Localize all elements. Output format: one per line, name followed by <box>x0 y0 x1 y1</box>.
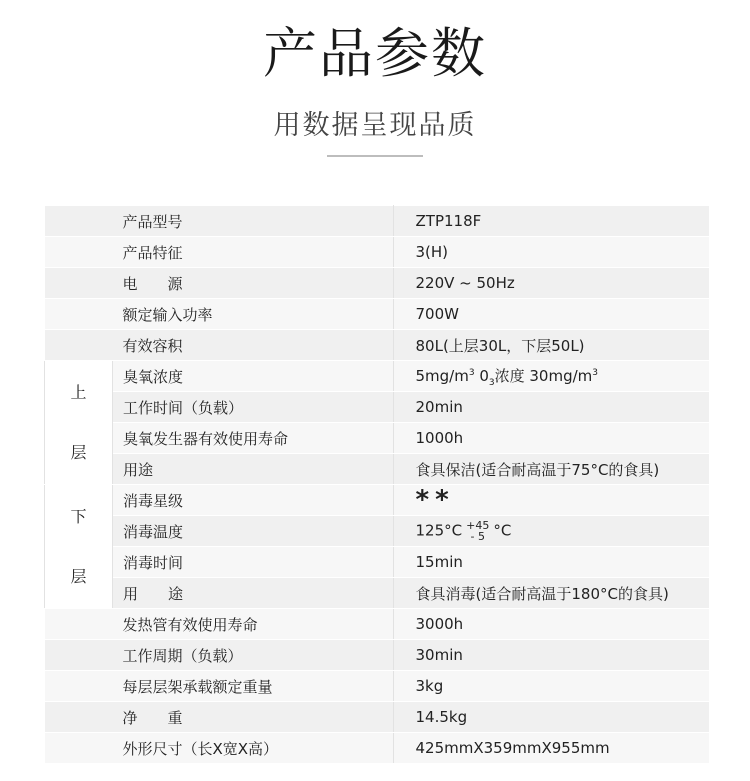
table-row <box>45 485 710 516</box>
spec-label: 工作时间（负载） <box>113 392 394 423</box>
ozone-value-e: 浓度 30mg/m <box>494 366 593 385</box>
table-row <box>45 547 710 578</box>
spec-label: 产品特征 <box>113 237 394 268</box>
spec-label: 消毒星级 <box>113 485 394 516</box>
ozone-value-d: 3 <box>488 377 495 388</box>
temp-tolerance <box>466 520 489 542</box>
group-cell <box>45 299 113 330</box>
group-cell <box>45 609 113 640</box>
title-divider <box>327 155 423 157</box>
group-cell <box>45 640 113 671</box>
group-char-upper-bottom: 层 <box>70 442 87 462</box>
page-subtitle: 用数据呈现品质 <box>273 110 477 141</box>
spec-label: 臭氧浓度 <box>113 361 394 392</box>
spec-value: 3(H) <box>393 237 709 268</box>
spec-label: 用途 <box>113 454 394 485</box>
ozone-value-f: 3 <box>592 367 599 378</box>
spec-label: 工作周期（负载） <box>113 640 394 671</box>
lower-group-label <box>45 485 113 609</box>
spec-label: 每层层架承载额定重量 <box>113 671 394 702</box>
table-row <box>45 268 710 299</box>
spec-label: 产品型号 <box>113 206 394 237</box>
table-row <box>45 392 710 423</box>
table-row <box>45 330 710 361</box>
group-cell <box>45 671 113 702</box>
temp-value: 125°C <box>415 521 463 540</box>
spec-value: 700W <box>393 299 709 330</box>
spec-value: 3000h <box>393 609 709 640</box>
table-row <box>45 671 710 702</box>
spec-value: 3kg <box>393 671 709 702</box>
group-char-lower-bottom: 层 <box>70 566 87 586</box>
spec-value: 1000h <box>393 423 709 454</box>
tolerance-minus: - 5 <box>470 530 485 543</box>
table-row <box>45 361 710 392</box>
spec-value: 80L(上层30L，下层50L) <box>393 330 709 361</box>
group-cell <box>45 330 113 361</box>
group-char-lower-top: 下 <box>70 506 87 526</box>
spec-value: 14.5kg <box>393 702 709 733</box>
star-rating: ** <box>415 485 455 515</box>
spec-label: 臭氧发生器有效使用寿命 <box>113 423 394 454</box>
spec-value <box>393 485 709 516</box>
spec-label: 发热管有效使用寿命 <box>113 609 394 640</box>
group-cell <box>45 206 113 237</box>
table-row <box>45 640 710 671</box>
spec-label: 外形尺寸（长X宽X高） <box>113 733 394 764</box>
upper-group-label <box>45 361 113 485</box>
spec-label: 电 源 <box>113 268 394 299</box>
group-cell <box>45 733 113 764</box>
table-row <box>45 702 710 733</box>
table-row <box>45 733 710 764</box>
spec-label: 净 重 <box>113 702 394 733</box>
group-cell <box>45 268 113 299</box>
spec-label: 消毒温度 <box>113 516 394 547</box>
table-row <box>45 423 710 454</box>
ozone-value-a: 5mg/m <box>415 366 469 385</box>
spec-value <box>393 361 709 392</box>
tolerance-plus: +45 <box>466 519 490 532</box>
spec-label: 额定输入功率 <box>113 299 394 330</box>
spec-table <box>44 205 709 764</box>
spec-value: 15min <box>393 547 709 578</box>
table-row <box>45 516 710 547</box>
spec-value: 425mmX359mmX955mm <box>393 733 709 764</box>
table-row <box>45 206 710 237</box>
spec-value: 220V ~ 50Hz <box>393 268 709 299</box>
page-title: 产品参数 <box>263 22 487 85</box>
table-row <box>45 578 710 609</box>
spec-label: 消毒时间 <box>113 547 394 578</box>
table-row <box>45 454 710 485</box>
spec-value: ZTP118F <box>393 206 709 237</box>
table-row <box>45 609 710 640</box>
spec-value: 食具消毒(适合耐高温于180°C的食具) <box>393 578 709 609</box>
spec-value: 食具保洁(适合耐高温于75°C的食具) <box>393 454 709 485</box>
ozone-value-c: 0 <box>474 366 489 385</box>
table-row <box>45 237 710 268</box>
spec-value: 30min <box>393 640 709 671</box>
spec-label: 用 途 <box>113 578 394 609</box>
group-char-upper-top: 上 <box>70 382 87 402</box>
spec-value: 20min <box>393 392 709 423</box>
group-cell <box>45 702 113 733</box>
table-row <box>45 299 710 330</box>
ozone-value-b: 3 <box>468 367 475 378</box>
group-cell <box>45 237 113 268</box>
temp-unit: °C <box>493 521 512 540</box>
spec-value <box>393 516 709 547</box>
spec-label: 有效容积 <box>113 330 394 361</box>
